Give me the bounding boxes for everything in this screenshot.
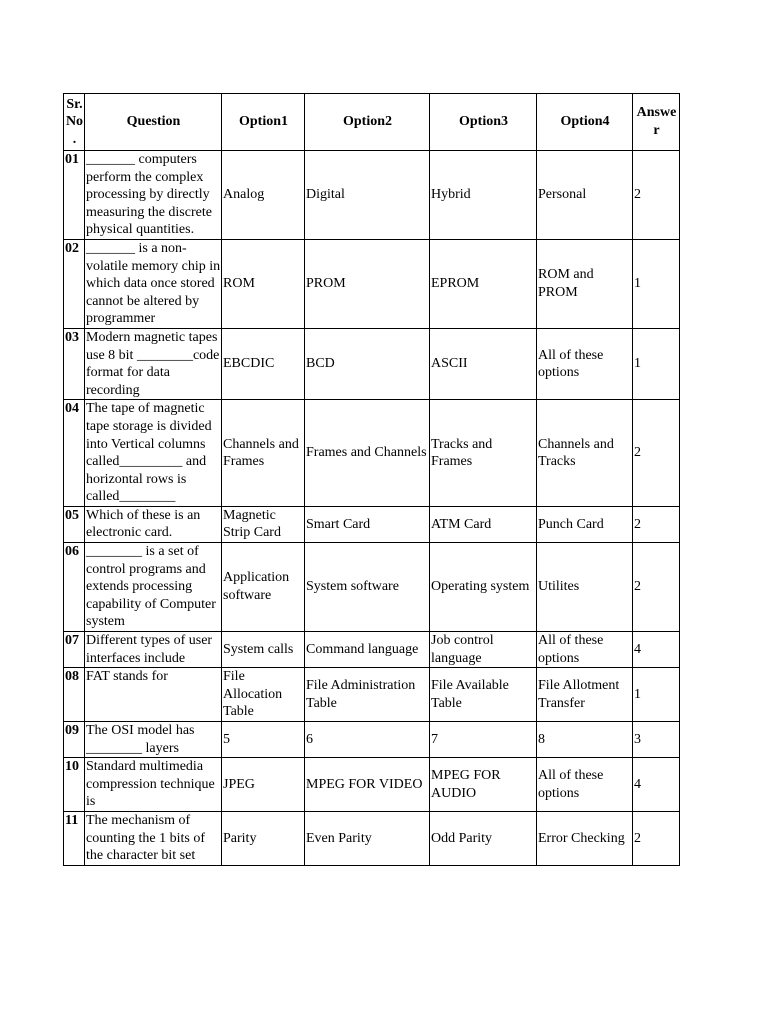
row-question: Modern magnetic tapes use 8 bit ________code format for data recording xyxy=(85,328,222,399)
row-option2: File Administration Table xyxy=(305,668,430,722)
row-option3: Hybrid xyxy=(430,151,537,240)
row-srno: 09 xyxy=(64,722,85,758)
header-row xyxy=(64,94,680,151)
table-row xyxy=(64,811,680,865)
row-answer: 2 xyxy=(633,506,680,542)
row-answer: 2 xyxy=(633,151,680,240)
row-question: Standard multimedia compression technique is xyxy=(85,758,222,812)
header-option1: Option1 xyxy=(222,94,305,151)
row-option1: JPEG xyxy=(222,758,305,812)
table-row xyxy=(64,668,680,722)
row-question: The OSI model has ________ layers xyxy=(85,722,222,758)
row-option2: BCD xyxy=(305,328,430,399)
row-option3: ASCII xyxy=(430,328,537,399)
header-answer: Answe r xyxy=(633,94,680,151)
row-option2: Smart Card xyxy=(305,506,430,542)
row-option3: Job control language xyxy=(430,632,537,668)
row-srno: 02 xyxy=(64,239,85,328)
row-option3: Odd Parity xyxy=(430,811,537,865)
row-answer: 3 xyxy=(633,722,680,758)
row-option4: Punch Card xyxy=(537,506,633,542)
quiz-table xyxy=(63,93,680,866)
row-option4: Error Checking xyxy=(537,811,633,865)
table-row xyxy=(64,632,680,668)
row-option1: ROM xyxy=(222,239,305,328)
row-srno: 08 xyxy=(64,668,85,722)
row-option3: ATM Card xyxy=(430,506,537,542)
row-option1: 5 xyxy=(222,722,305,758)
table-row xyxy=(64,506,680,542)
row-option1: Parity xyxy=(222,811,305,865)
row-option2: Frames and Channels xyxy=(305,400,430,507)
row-srno: 07 xyxy=(64,632,85,668)
header-question: Question xyxy=(85,94,222,151)
row-option2: 6 xyxy=(305,722,430,758)
row-question: Which of these is an electronic card. xyxy=(85,506,222,542)
row-option4: All of these options xyxy=(537,632,633,668)
row-option1: Application software xyxy=(222,543,305,632)
row-answer: 2 xyxy=(633,400,680,507)
table-row xyxy=(64,758,680,812)
table-row xyxy=(64,328,680,399)
table-row xyxy=(64,543,680,632)
row-answer: 4 xyxy=(633,758,680,812)
table-row xyxy=(64,722,680,758)
row-option1: Magnetic Strip Card xyxy=(222,506,305,542)
header-option4: Option4 xyxy=(537,94,633,151)
row-option1: File Allocation Table xyxy=(222,668,305,722)
row-question: _______ computers perform the complex processing by directly measuring the discrete physical quantities. xyxy=(85,151,222,240)
row-question: FAT stands for xyxy=(85,668,222,722)
row-answer: 1 xyxy=(633,328,680,399)
row-option4: 8 xyxy=(537,722,633,758)
row-option4: Personal xyxy=(537,151,633,240)
header-option2: Option2 xyxy=(305,94,430,151)
row-question: Different types of user interfaces include xyxy=(85,632,222,668)
row-option2: PROM xyxy=(305,239,430,328)
row-answer: 4 xyxy=(633,632,680,668)
row-option1: System calls xyxy=(222,632,305,668)
row-option2: Digital xyxy=(305,151,430,240)
row-srno: 04 xyxy=(64,400,85,507)
row-option3: Tracks and Frames xyxy=(430,400,537,507)
row-question: _______ is a non-volatile memory chip in which data once stored cannot be altered by programmer xyxy=(85,239,222,328)
row-option3: MPEG FOR AUDIO xyxy=(430,758,537,812)
row-srno: 10 xyxy=(64,758,85,812)
table-row xyxy=(64,151,680,240)
row-option2: Even Parity xyxy=(305,811,430,865)
row-option4: All of these options xyxy=(537,328,633,399)
row-srno: 03 xyxy=(64,328,85,399)
header-option3: Option3 xyxy=(430,94,537,151)
quiz-body xyxy=(64,151,680,866)
row-answer: 1 xyxy=(633,668,680,722)
row-option3: Operating system xyxy=(430,543,537,632)
row-question: The tape of magnetic tape storage is divided into Vertical columns called_________ and horizontal rows is called________ xyxy=(85,400,222,507)
row-srno: 05 xyxy=(64,506,85,542)
row-answer: 1 xyxy=(633,239,680,328)
row-option3: File Available Table xyxy=(430,668,537,722)
row-option1: Channels and Frames xyxy=(222,400,305,507)
row-option2: Command language xyxy=(305,632,430,668)
header-srno: Sr. No . xyxy=(64,94,85,151)
row-option2: System software xyxy=(305,543,430,632)
row-option4: File Allotment Transfer xyxy=(537,668,633,722)
row-option4: ROM and PROM xyxy=(537,239,633,328)
row-srno: 11 xyxy=(64,811,85,865)
row-option4: Channels and Tracks xyxy=(537,400,633,507)
row-answer: 2 xyxy=(633,543,680,632)
row-option3: EPROM xyxy=(430,239,537,328)
table-row xyxy=(64,239,680,328)
row-answer: 2 xyxy=(633,811,680,865)
row-option1: EBCDIC xyxy=(222,328,305,399)
row-option3: 7 xyxy=(430,722,537,758)
row-srno: 01 xyxy=(64,151,85,240)
row-question: ________ is a set of control programs and extends processing capability of Computer system xyxy=(85,543,222,632)
row-option2: MPEG FOR VIDEO xyxy=(305,758,430,812)
row-option4: All of these options xyxy=(537,758,633,812)
row-option1: Analog xyxy=(222,151,305,240)
row-option4: Utilites xyxy=(537,543,633,632)
table-row xyxy=(64,400,680,507)
row-question: The mechanism of counting the 1 bits of the character bit set xyxy=(85,811,222,865)
row-srno: 06 xyxy=(64,543,85,632)
